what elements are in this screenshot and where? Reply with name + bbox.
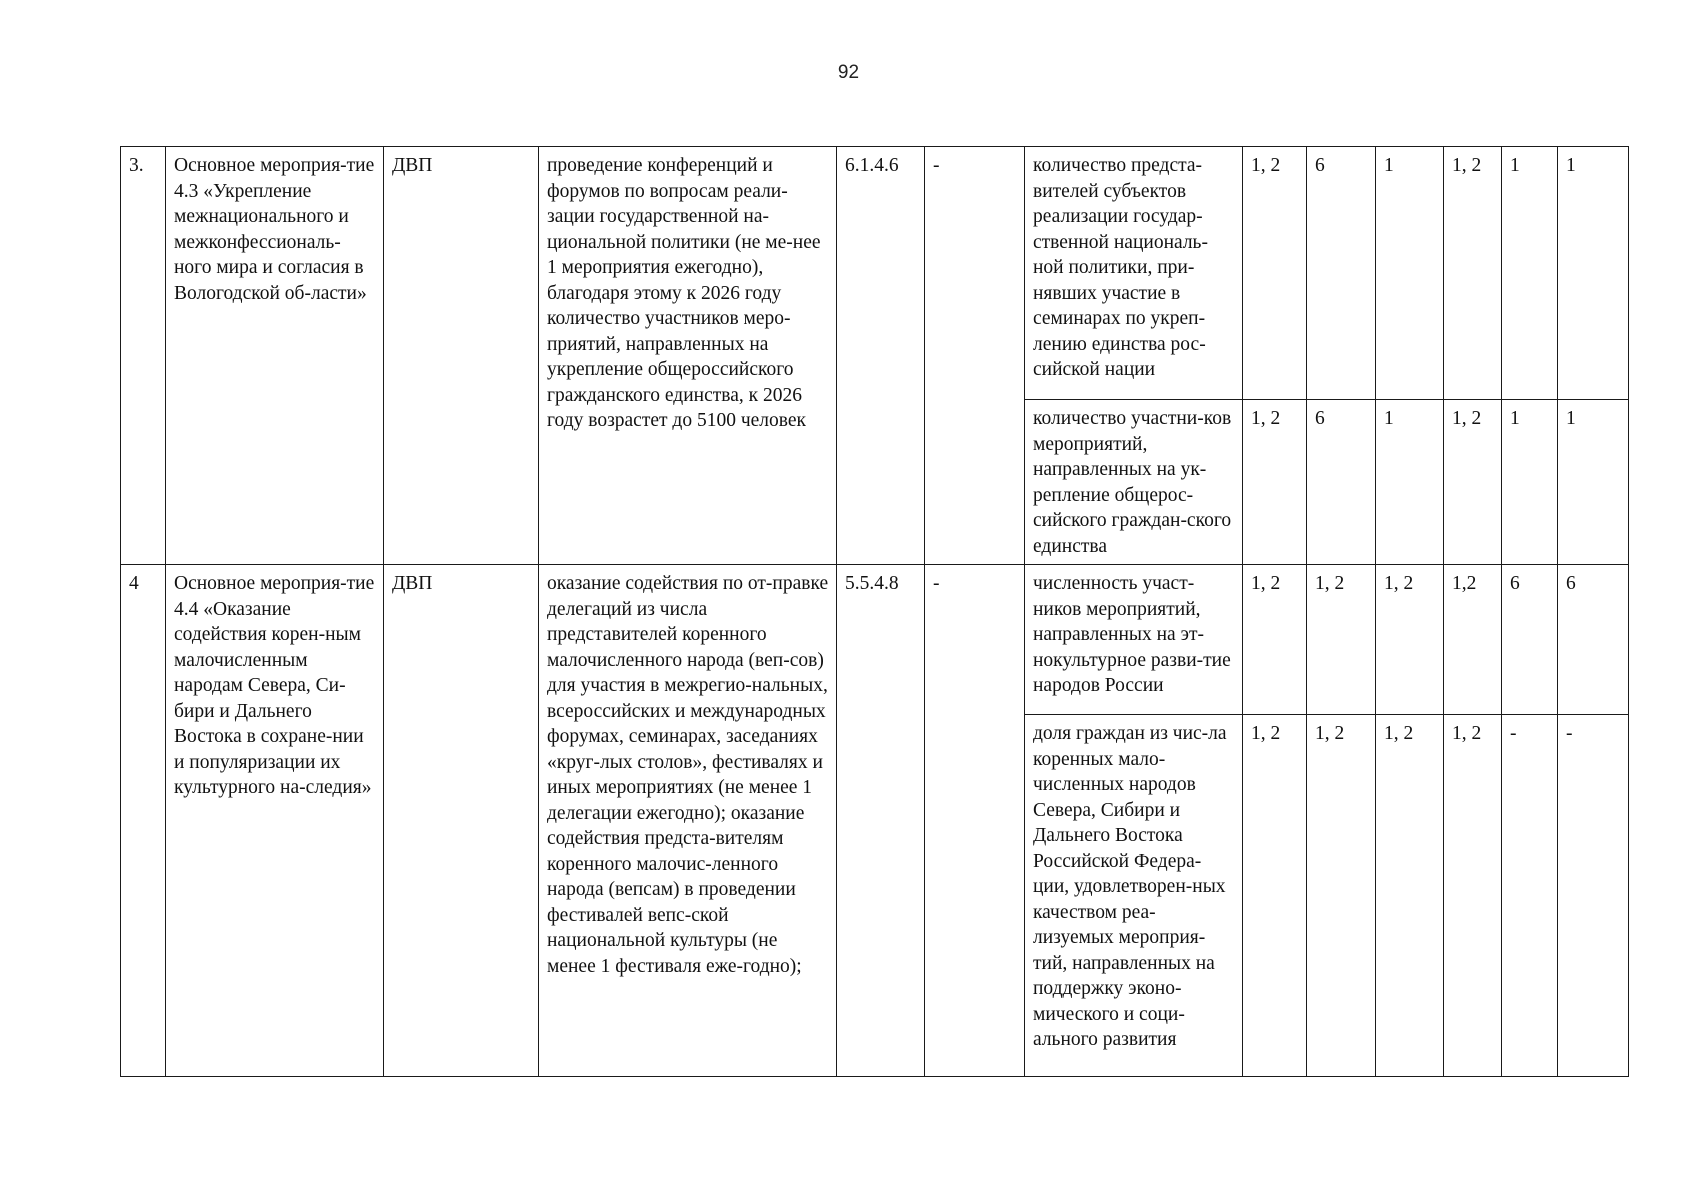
event-description: проведение конференций и форумов по вопросам реали-зации государственной на-циональной политики (не ме-нее 1 мероприятия ежегодно), благодаря этому к 2026 году количество участников меро-приятий, направленных на укрепление общероссийского гражданского единства, к 2026 году возрастет до 5100 человек bbox=[539, 147, 837, 565]
indicator-value: 1, 2 bbox=[1307, 715, 1376, 1077]
indicator-value: 6 bbox=[1502, 565, 1558, 715]
table-row bbox=[121, 147, 1629, 400]
indicator-value: 1 bbox=[1376, 400, 1444, 565]
indicator-value: 1 bbox=[1558, 400, 1629, 565]
indicator-value: 1, 2 bbox=[1243, 715, 1307, 1077]
indicator-name: численность участ-ников мероприятий, направленных на эт-нокультурное разви-тие народов России bbox=[1025, 565, 1243, 715]
indicator-value: 1, 2 bbox=[1376, 565, 1444, 715]
executor: ДВП bbox=[384, 147, 539, 565]
indicator-value: 1 bbox=[1502, 147, 1558, 400]
task-code: 5.5.4.8 bbox=[837, 565, 925, 1077]
event-name: Основное мероприя-тие 4.4 «Оказание содействия корен-ным малочисленным народам Севера, Си-бири и Дальнего Востока в сохране-нии и популяризации их культурного на-следия» bbox=[166, 565, 384, 1077]
indicator-value: 1, 2 bbox=[1243, 400, 1307, 565]
task-code: 6.1.4.6 bbox=[837, 147, 925, 565]
indicator-name: количество участни-ков мероприятий, направленных на ук-репление общерос-сийского граждан-ского единства bbox=[1025, 400, 1243, 565]
page-number: 92 bbox=[837, 62, 860, 83]
event-description: оказание содействия по от-правке делегаций из числа представителей коренного малочисленного народа (веп-сов) для участия в межрегио-нальных, всероссийских и международных форумах, семинарах, заседаниях «круг-лых столов», фестивалях и иных мероприятиях (не менее 1 делегации ежегодно); оказание содействия предста-вителям коренного малочис-ленного народа (вепсам) в проведении фестивалей вепс-ской национальной культуры (не менее 1 фестиваля еже-годно); bbox=[539, 565, 837, 1077]
indicator-value: 1 bbox=[1376, 147, 1444, 400]
dash-cell: - bbox=[925, 147, 1025, 565]
event-name: Основное мероприя-тие 4.3 «Укрепление межнационального и межконфессиональ-ного мира и согласия в Вологодской об-ласти» bbox=[166, 147, 384, 565]
indicator-value: 1, 2 bbox=[1243, 565, 1307, 715]
indicator-value: 1, 2 bbox=[1444, 400, 1502, 565]
indicator-value: 6 bbox=[1307, 147, 1376, 400]
indicator-name: количество предста-вителей субъектов реализации государ-ственной националь-ной политики, при-нявших участие в семинарах по укреп-лению единства рос-сийской нации bbox=[1025, 147, 1243, 400]
row-number: 3. bbox=[121, 147, 166, 565]
indicator-value: 1,2 bbox=[1444, 565, 1502, 715]
indicator-value: 6 bbox=[1307, 400, 1376, 565]
indicator-name: доля граждан из чис-ла коренных мало-численных народов Севера, Сибири и Дальнего Востока Российской Федера-ции, удовлетворен-ных качеством реа-лизуемых мероприя-тий, направленных на поддержку эконо-мического и соци-ального развития bbox=[1025, 715, 1243, 1077]
executor: ДВП bbox=[384, 565, 539, 1077]
indicator-value: 1 bbox=[1558, 147, 1629, 400]
dash-cell: - bbox=[925, 565, 1025, 1077]
row-number: 4 bbox=[121, 565, 166, 1077]
indicator-value: 6 bbox=[1558, 565, 1629, 715]
indicator-value: 1, 2 bbox=[1243, 147, 1307, 400]
program-events-table bbox=[120, 146, 1629, 1077]
indicator-value: 1, 2 bbox=[1444, 147, 1502, 400]
indicator-value: 1 bbox=[1502, 400, 1558, 565]
indicator-value: - bbox=[1558, 715, 1629, 1077]
indicator-value: - bbox=[1502, 715, 1558, 1077]
indicator-value: 1, 2 bbox=[1444, 715, 1502, 1077]
table-row bbox=[121, 565, 1629, 715]
indicator-value: 1, 2 bbox=[1307, 565, 1376, 715]
indicator-value: 1, 2 bbox=[1376, 715, 1444, 1077]
